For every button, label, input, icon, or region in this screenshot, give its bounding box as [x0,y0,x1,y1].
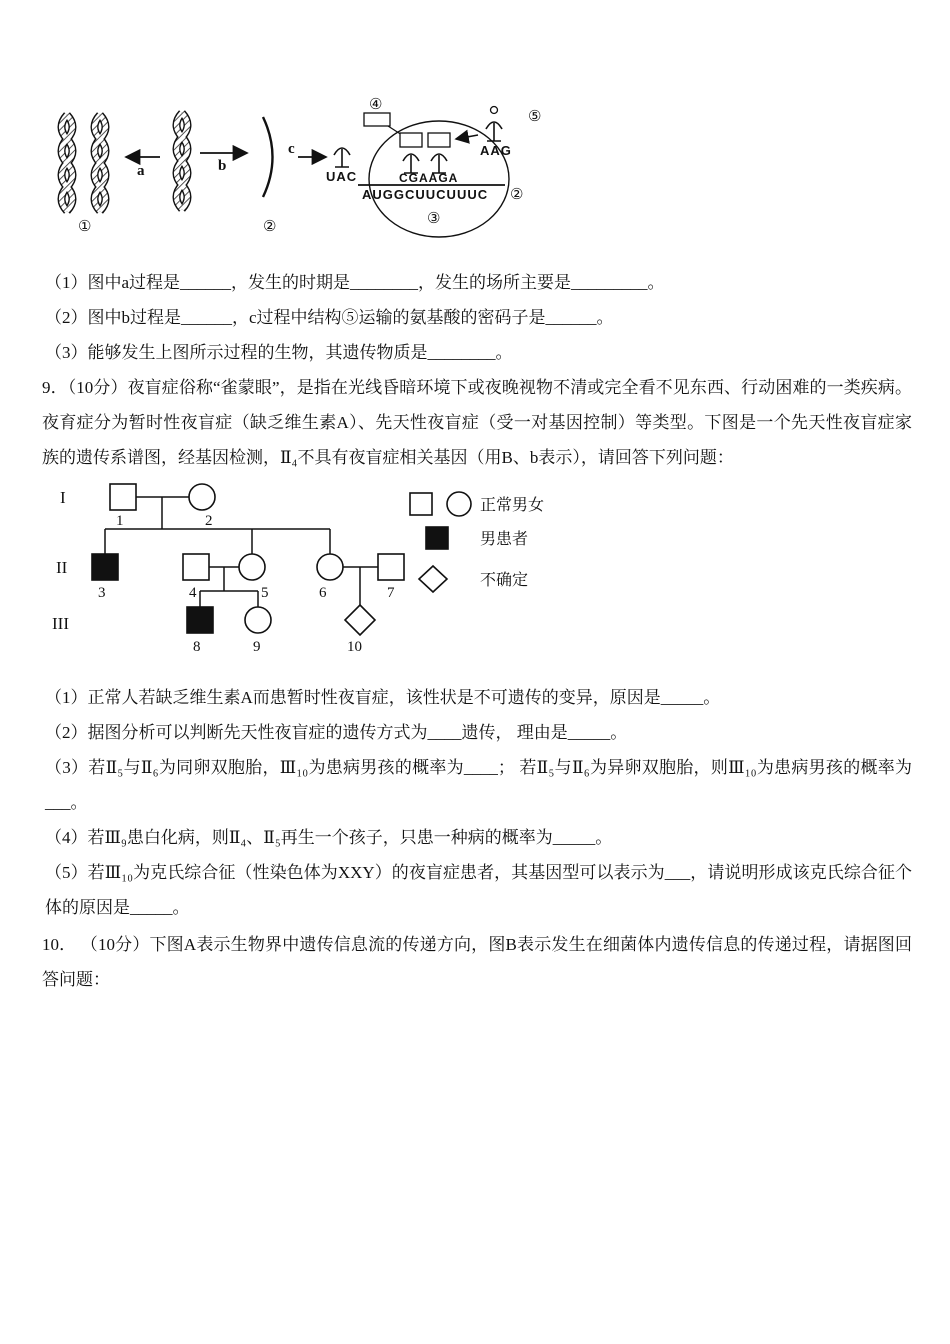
label-4: ④ [369,97,383,113]
individual-number: 1 [116,513,124,529]
amino-acid-icon [491,107,498,114]
amino-acid-box-icon [400,133,422,147]
individual-number: 6 [319,585,327,601]
trna-entry-arrow [456,135,478,139]
pedigree-figure [50,479,912,674]
label-2: ② [263,219,277,235]
individual-number: 3 [98,585,106,601]
pedigree-affected-male-III8 [187,607,213,633]
label-2b: ② [510,187,524,203]
legend-affected-male-label: 男患者 [480,531,529,548]
dna-helix-icon [177,113,188,209]
question-line: （3）若Ⅱ₅与Ⅱ₆为同卵双胞胎，Ⅲ₁₀为患病男孩的概率为____； 若Ⅱ₅与Ⅱ₆为异卵双胞胎，则Ⅲ₁₀为患病男孩的概率为___。 [45,758,912,812]
pedigree-uncertain-III10 [345,605,375,635]
anticodon-labels: CGAAGA [399,171,459,185]
question-line: （4）若Ⅲ₉患白化病，则Ⅱ₄、Ⅱ₅再生一个孩子，只患一种病的概率为_____。 [45,828,613,847]
question-line: （1）图中a过程是______，发生的时期是________，发生的场所主要是_________。 [45,273,665,292]
pedigree-female-I2 [189,484,215,510]
question-9-subquestions [42,680,912,925]
question-stem-text: 10． （10分）下图A表示生物界中遗传信息流的传递方向，图B表示发生在细菌体内遗传信息的传递过程，请据图回答问题： [42,935,912,989]
mrna-curve-icon [263,117,273,197]
legend-uncertain-label: 不确定 [480,572,529,589]
gene-expression-diagram [42,95,912,263]
legend-normal-male-icon [410,493,432,515]
dna-helix-icon [95,115,106,211]
question-8-subquestions [42,265,912,370]
question-line: （3）能够发生上图所示过程的生物，其遗传物质是________。 [45,343,513,362]
dna-helix-icon [62,115,73,211]
legend-normal-female-icon [447,492,471,516]
aag-anticodon-label: AAG [480,143,512,158]
mrna-sequence-label: AUGGCUUCUUUC [362,187,489,202]
process-a-label: a [137,163,145,179]
process-c-label: c [288,141,295,157]
question-stem-text: 9．（10分）夜盲症俗称“雀蒙眼”，是指在光线昏暗环境下或夜晚视物不清或完全看不见东西、行动困难的一类疾病。 夜育症分为暂时性夜盲症（缺乏维生素A）、先天性夜盲症（受一对基因控制）等类型。下图是一个先天性夜盲症家族的遗传系谱图，经基因检测，Ⅱ₄不具有夜盲症相关基因（用B、b表示），请回答下列问题： [42,378,912,467]
amino-acid-box-icon [428,133,450,147]
legend-uncertain-icon [419,566,447,592]
pedigree-female-II6 [317,554,343,580]
pedigree-female-II5 [239,554,265,580]
generation-label-I: I [60,488,66,507]
pedigree-male-I1 [110,484,136,510]
individual-number: 8 [193,639,201,655]
question-line: （5）若Ⅲ₁₀为克氏综合征（性染色体为XXY）的夜盲症患者，其基因型可以表示为___，请说明形成该克氏综合征个体的原因是_____。 [45,863,912,917]
label-1: ① [78,219,92,235]
individual-number: 7 [387,585,395,601]
pedigree-lines [105,497,378,607]
process-b-label: b [218,158,227,174]
legend-affected-male-icon [426,527,448,549]
individual-number: 9 [253,639,261,655]
individual-number: 2 [205,513,213,529]
pedigree-male-II4 [183,554,209,580]
pedigree-male-II7 [378,554,404,580]
pedigree-female-III9 [245,607,271,633]
question-9-stem [42,370,912,475]
individual-number: 5 [261,585,269,601]
individual-number: 4 [189,585,197,601]
label-5: ⑤ [528,109,542,125]
question-line: （2）据图分析可以判断先天性夜盲症的遗传方式为____遗传， 理由是_____。 [45,723,628,742]
peptide-box-icon [364,113,390,126]
translation-diagram-svg [42,95,602,263]
trna-icon [334,148,350,167]
pedigree-chart-svg [50,479,650,674]
individual-number: 10 [347,639,362,655]
question-line: （1）正常人若缺乏维生素A而患暂时性夜盲症，该性状是不可遗传的变异，原因是_____。 [45,688,721,707]
pedigree-affected-male-II3 [92,554,118,580]
label-3: ③ [427,211,441,227]
question-10-stem [42,927,912,997]
generation-label-III: III [52,614,69,633]
uac-anticodon-label: UAC [326,169,358,184]
question-line: （2）图中b过程是______，c过程中结构⑤运输的氨基酸的密码子是______。 [45,308,614,327]
generation-label-II: II [56,558,68,577]
legend-normal-label: 正常男女 [480,497,545,514]
